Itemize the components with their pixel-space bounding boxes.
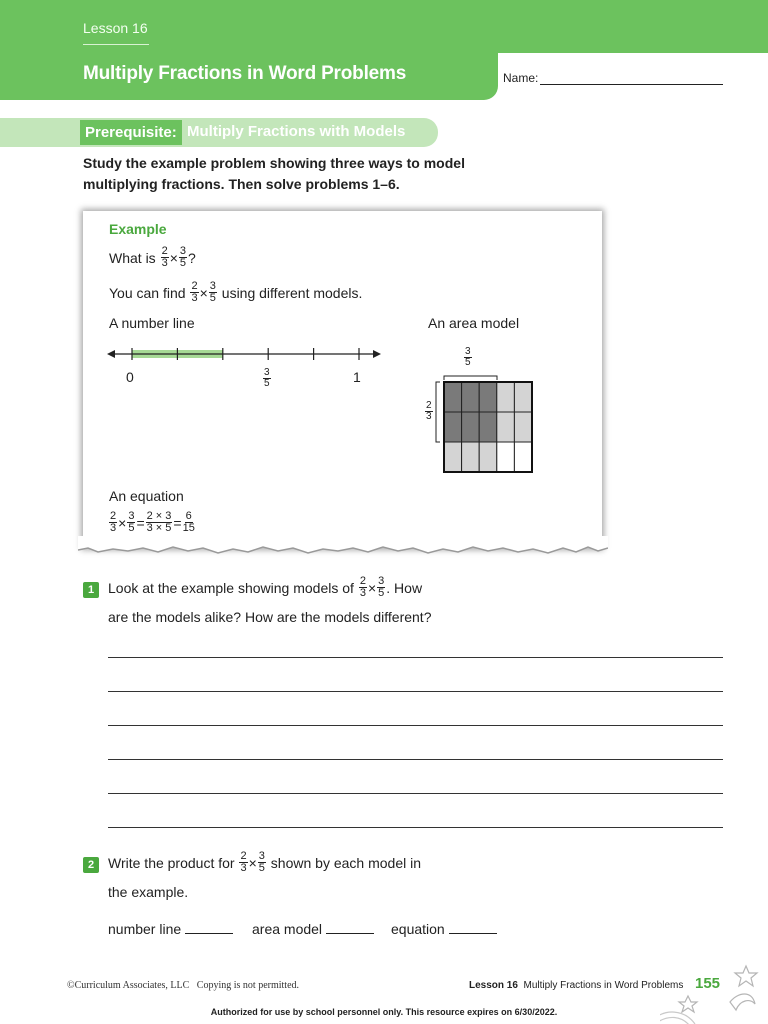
answer-blank[interactable] [326, 921, 374, 934]
area-model-cell [497, 442, 515, 472]
copyright-text: ©Curriculum Associates, LLC Copying is not permitted. [67, 980, 300, 991]
area-model-cell [514, 442, 532, 472]
page-number: 155 [695, 975, 721, 992]
example-find-text [109, 281, 362, 304]
area-model-cell [514, 412, 532, 442]
find-prefix: You can find [109, 284, 186, 301]
problem-1-suffix: . How [386, 579, 423, 596]
fraction-three-fifths: $\frac{3}{5}$ [179, 245, 187, 269]
equation [108, 511, 196, 534]
times-sign: × [169, 249, 178, 266]
area-model-cell [497, 412, 515, 442]
answer-line[interactable] [108, 725, 723, 726]
find-suffix: using different models. [221, 284, 363, 301]
answer-line[interactable] [108, 657, 723, 658]
answer-area-model: area model [252, 921, 374, 937]
fraction-two-thirds: $\frac{2}{3}$ [110, 510, 117, 534]
answer-line[interactable] [108, 691, 723, 692]
right-arrow-icon [373, 350, 381, 358]
authorization-notice: Authorized for use by school personnel only. This resource expires on 6/30/2022. [210, 1007, 558, 1017]
prerequisite-label: Prerequisite: [80, 120, 182, 145]
question-prefix: What is [109, 249, 156, 266]
problem-2-prefix: Write the product for [108, 854, 235, 871]
left-arrow-icon [107, 350, 115, 358]
area-model-cell [444, 382, 462, 412]
number-line [105, 340, 385, 400]
number-line-one: 1 [353, 369, 361, 385]
area-model-cell [479, 442, 497, 472]
lesson-label: Lesson 16 [83, 20, 148, 36]
problem-number-1: 1 [83, 582, 99, 598]
fraction-three-fifths: $\frac{3}{5}$ [128, 510, 135, 534]
example-heading: Example [109, 221, 167, 237]
fraction-two-thirds: $\frac{2}{3}$ [191, 280, 198, 304]
area-model-cell [462, 382, 480, 412]
number-line-label: A number line [109, 315, 195, 331]
answer-line[interactable] [108, 793, 723, 794]
problem-1-prefix: Look at the example showing models of [108, 579, 354, 596]
area-model-top-bracket [444, 376, 497, 380]
area-model-cell [444, 442, 462, 472]
footer-lesson-ref: Lesson 16 Multiply Fractions in Word Problems [469, 980, 684, 991]
equals-sign: = [173, 514, 182, 531]
answer-line[interactable] [108, 759, 723, 760]
fraction-two-thirds: $\frac{2}{3}$ [240, 850, 247, 874]
answer-blank[interactable] [449, 921, 497, 934]
area-model-cell [497, 382, 515, 412]
answer-number-line: number line [108, 921, 233, 937]
fraction-three-fifths: $\frac{3}{5}$ [378, 575, 385, 599]
name-field-line[interactable] [540, 84, 723, 85]
area-model-cell [462, 442, 480, 472]
number-line-zero: 0 [126, 369, 134, 385]
equation-label: An equation [109, 488, 184, 504]
answer-blank[interactable] [185, 921, 233, 934]
answer-equation: equation [391, 921, 497, 937]
area-model-cell [444, 412, 462, 442]
answer-line[interactable] [108, 827, 723, 828]
fraction-product-expression: $\frac{2 \times 3}{3 \times 5}$ [146, 510, 172, 534]
area-model-cell [514, 382, 532, 412]
torn-edge [78, 536, 608, 560]
fraction-two-thirds: $\frac{2}{3}$ [359, 575, 366, 599]
fraction-two-thirds: $\frac{2}{3}$ [161, 245, 168, 269]
problem-number-2: 2 [83, 857, 99, 873]
area-model-cell [479, 382, 497, 412]
area-model-side-bracket [436, 382, 440, 442]
equals-sign: = [136, 514, 145, 531]
area-model-grid [434, 372, 538, 476]
times-sign: × [199, 284, 208, 301]
instructions-text: Study the example problem showing three ways to model multiplying fractions. Then solve problems 1–6. [83, 155, 465, 192]
fraction-three-fifths: $\frac{3}{5}$ [258, 850, 265, 874]
area-model-top-fraction: $\frac{3}{5}$ [465, 346, 471, 368]
problem-1-text-line2: are the models alike? How are the models different? [108, 609, 432, 625]
problem-2-text-line2: the example. [108, 884, 189, 900]
times-sign: × [367, 579, 377, 596]
problem-1-text [108, 576, 422, 599]
area-model-cell [479, 412, 497, 442]
page-title: Multiply Fractions in Word Problems [83, 63, 407, 84]
question-suffix: ? [188, 249, 196, 266]
times-sign: × [248, 854, 257, 871]
fraction-result: $\frac{6}{15}$ [182, 510, 195, 534]
times-sign: × [118, 514, 127, 531]
area-model-label: An area model [428, 315, 520, 331]
lesson-label-underline [83, 44, 149, 45]
number-line-three-fifths: $\frac{3}{5}$ [264, 367, 270, 389]
prerequisite-topic: Multiply Fractions with Models [187, 123, 406, 140]
area-model-cell [462, 412, 480, 442]
name-label: Name: [503, 71, 539, 85]
example-question [109, 246, 196, 269]
problem-2-text [108, 851, 421, 874]
fraction-three-fifths: $\frac{3}{5}$ [209, 280, 216, 304]
problem-2-suffix: shown by each model in [270, 854, 421, 871]
area-model-side-fraction: $\frac{2}{3}$ [426, 400, 432, 422]
